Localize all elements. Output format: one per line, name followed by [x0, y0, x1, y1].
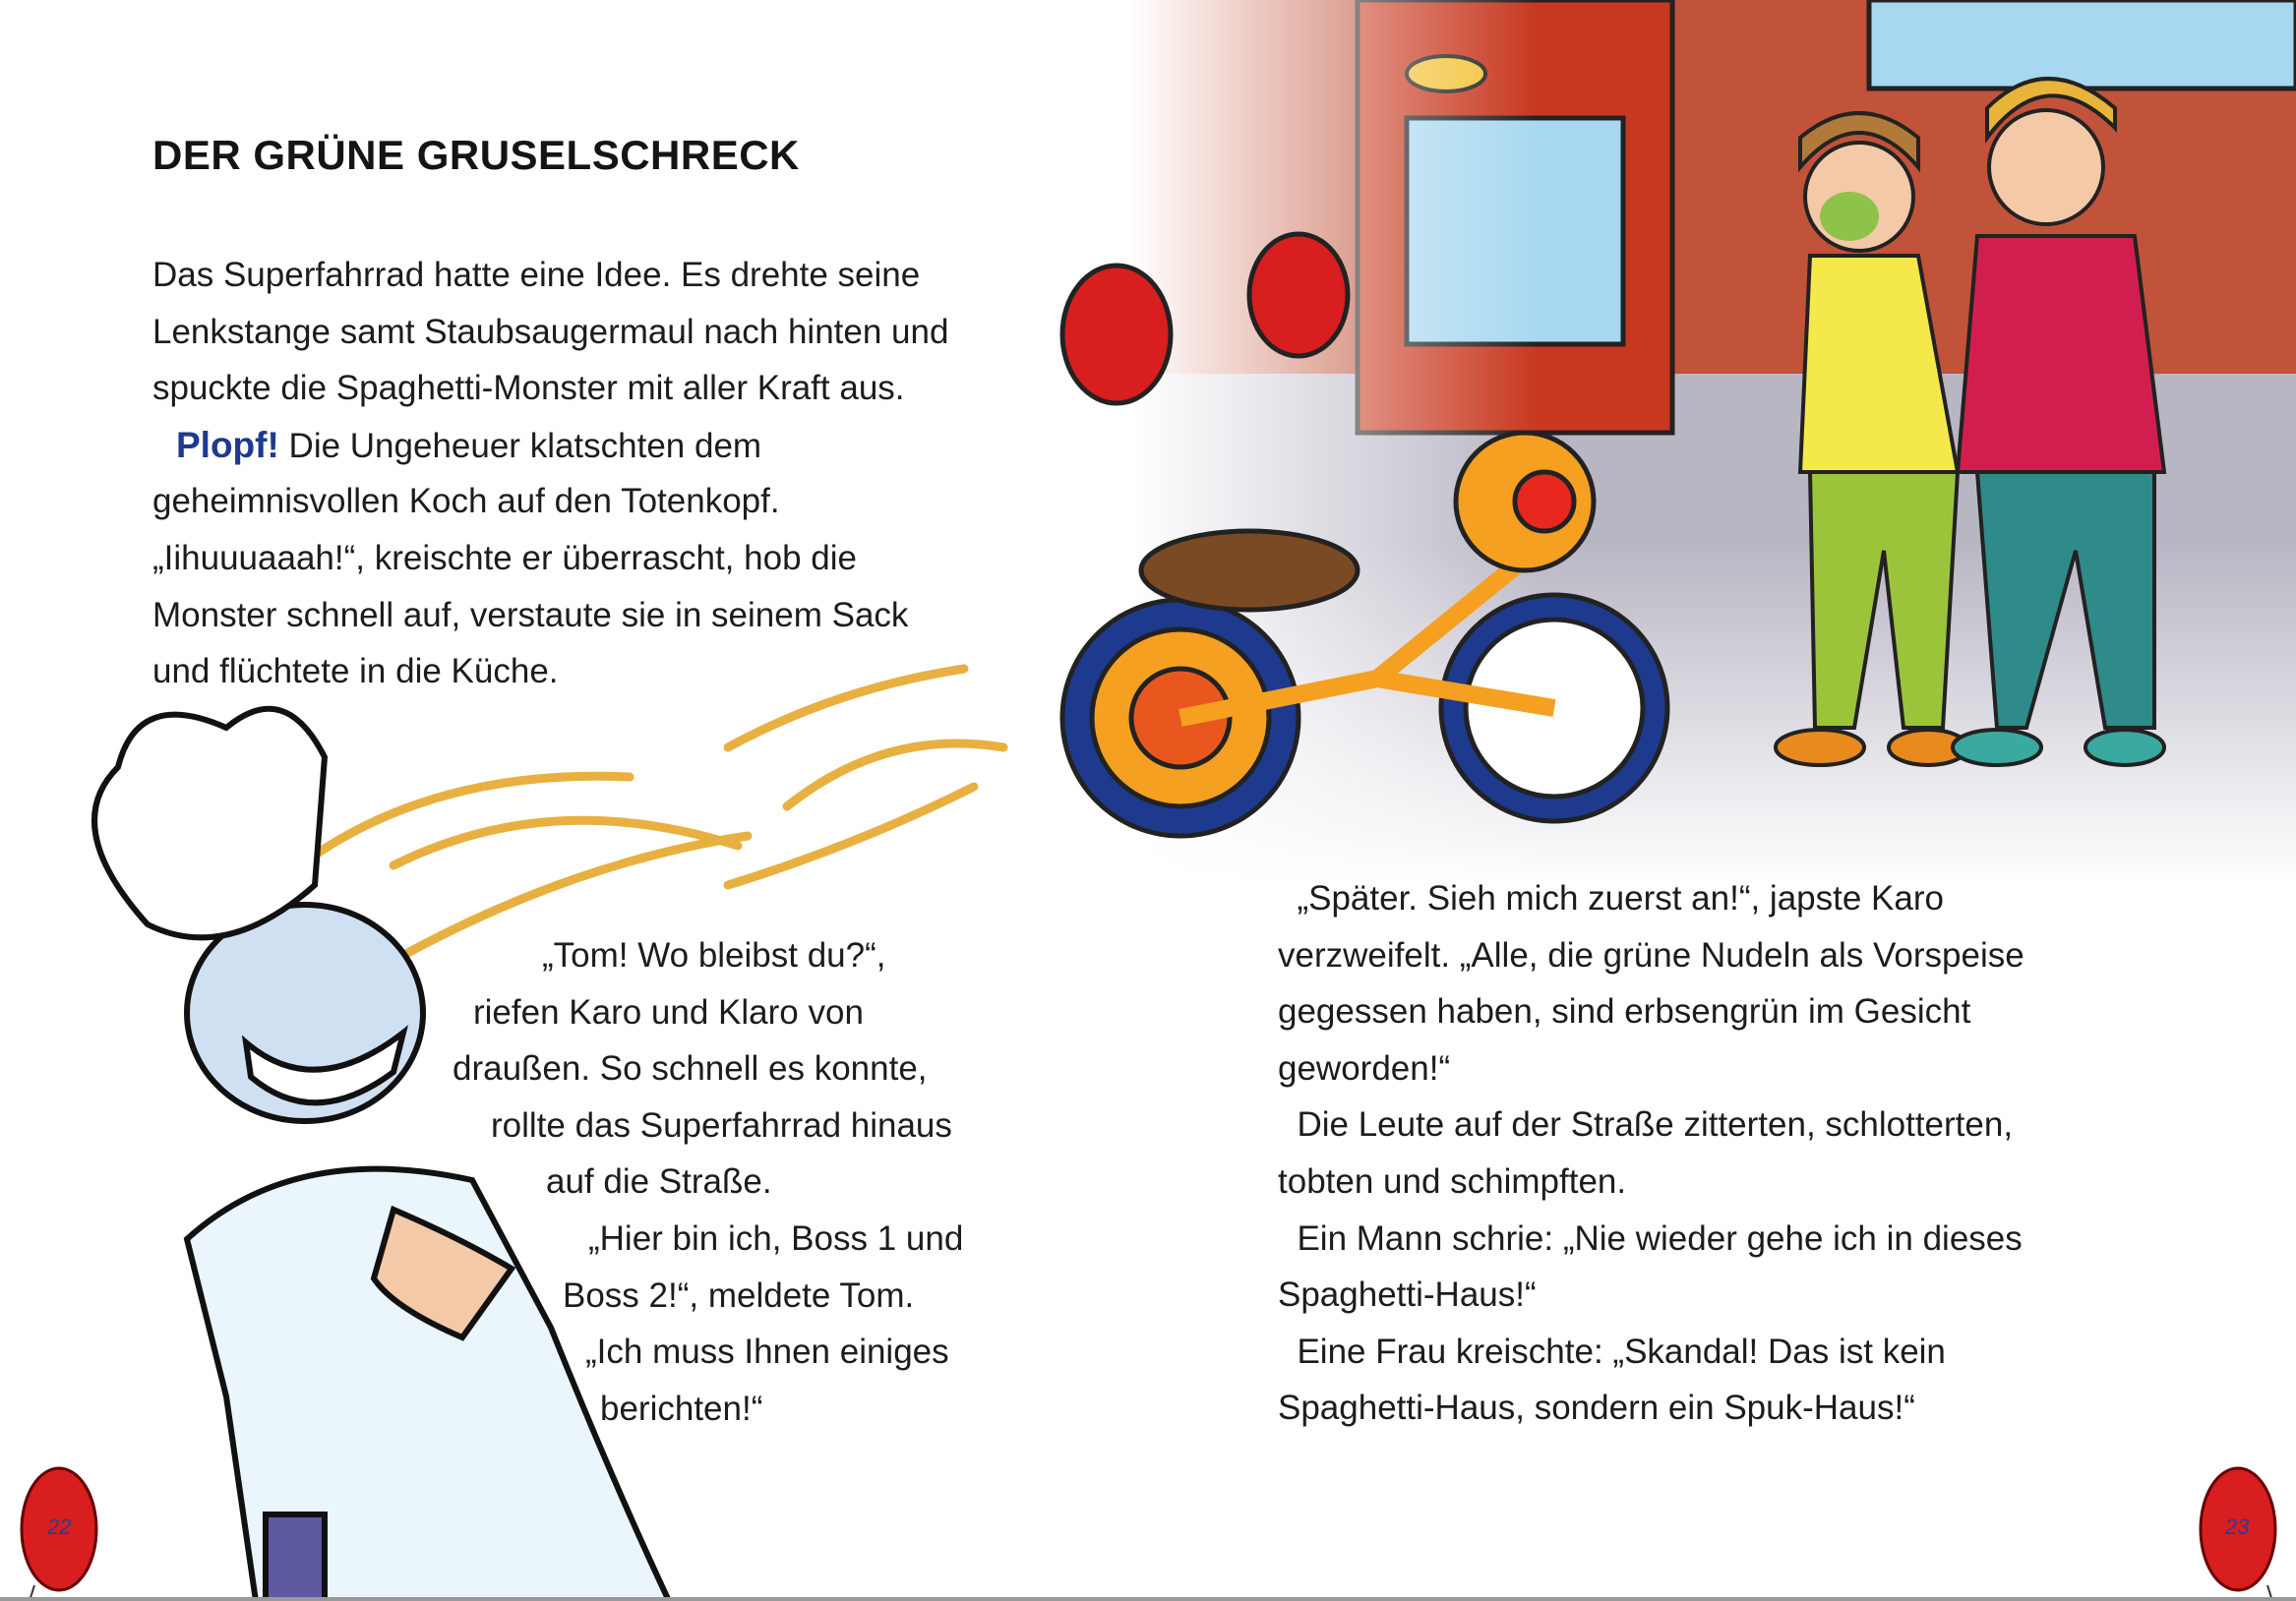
text-line: Eine Frau kreischte: „Skandal! Das ist kein [1278, 1332, 1946, 1371]
text-line: draußen. So schnell es konnte, [453, 1049, 928, 1089]
text-line: und flüchtete in die Küche. [152, 652, 559, 691]
text-line: spuckte die Spaghetti-Monster mit aller Kraft aus. [152, 369, 905, 408]
text-line: rollte das Superfahrrad hinaus [491, 1105, 952, 1145]
page-number-left: 22 [47, 1514, 72, 1539]
text-line: „Iihuuuaaah!“, kreischte er überrascht, hob die [152, 538, 857, 577]
text-line: geworden!“ [1278, 1048, 1451, 1088]
text-line: Ein Mann schrie: „Nie wieder gehe ich in dieses [1278, 1218, 2023, 1258]
text-line: tobten und schimpften. [1278, 1161, 1627, 1201]
text-line: Die Leute auf der Straße zitterten, schlotterten, [1278, 1105, 2014, 1145]
plopf-sound-word: Plopf! [176, 424, 279, 465]
text-line: Boss 2!“, meldete Tom. [563, 1275, 915, 1315]
chapter-title: DER GRÜNE GRUSELSCHRECK [152, 132, 800, 178]
text-line: „Hier bin ich, Boss 1 und [588, 1219, 964, 1258]
text-line: Spaghetti-Haus, sondern ein Spuk-Haus!“ [1278, 1389, 1915, 1428]
text-line: Monster schnell auf, verstaute sie in seinem Sack [152, 595, 909, 634]
text-line: berichten!“ [600, 1389, 763, 1428]
text-line: geheimnisvollen Koch auf den Totenkopf. [152, 482, 780, 521]
text-line: „Tom! Wo bleibst du?“, [542, 936, 886, 975]
text-line: verzweifelt. „Alle, die grüne Nudeln als Vorspeise [1278, 935, 2024, 975]
text-line-rest: Die Ungeheuer klatschten dem [278, 426, 762, 465]
text-line: Lenkstange samt Staubsaugermaul nach hinten und [152, 312, 949, 351]
left-paragraph [152, 247, 948, 700]
text-line [152, 417, 948, 474]
text-line: Spaghetti-Haus!“ [1278, 1275, 1537, 1315]
text-line: „Ich muss Ihnen einiges [585, 1333, 949, 1372]
text-line: Das Superfahrrad hatte eine Idee. Es drehte seine [152, 256, 921, 294]
right-paragraph [1278, 870, 2024, 1437]
page-number-right: 23 [2225, 1514, 2250, 1539]
text-line: „Später. Sieh mich zuerst an!“, japste Karo [1278, 879, 1944, 918]
text-line: gegessen haben, sind erbsengrün im Gesicht [1278, 992, 1971, 1032]
text-line: riefen Karo und Klaro von [473, 992, 864, 1032]
text-line: auf die Straße. [546, 1162, 772, 1202]
